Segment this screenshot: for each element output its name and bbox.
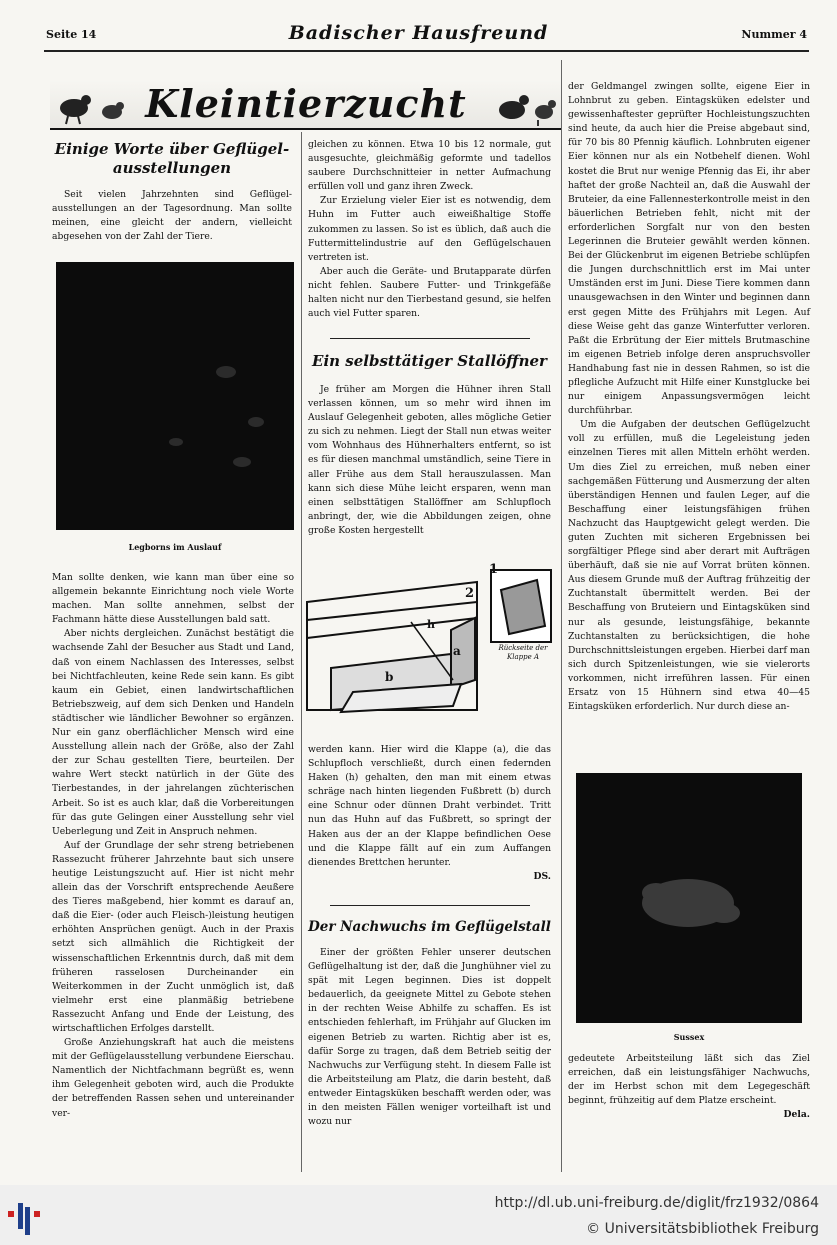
article2-headline: Ein selbsttätiger Stallöffner: [312, 352, 547, 370]
article1-paragraph-4: Auf der Grundlage der sehr streng betriebenen Rassezucht früherer Jahrzehnte baut sich unsere heutige Leistungszucht auf. Hier ist nicht mehr allein das der Vorschrift entsprechende Aeußere des Tieres maßgebend, hier kommt es darauf an, daß die Eier- (oder auch Fleisch-)leistung heutigen erhöhten Ansprüchen genügt. Auch in der Praxis setzt sich allmählich die Richtigkeit der wissenschaftlichen Erkenntnis durch, daß mit dem früheren rasselosen Durcheinander ein Weiterkommen in der Zucht unmöglich ist, daß vielmehr erst eine planmäßig betriebene Rassezucht Anfang und Ende der Leistung, des wirtschaftlichen Erfolges darstellt.: [52, 839, 294, 1034]
article3-paragraph-3: Um die Aufgaben der deutschen Geflügelzucht voll zu erfüllen, muß die Legeleistung jeden einzelnen Tieres mit allen Mitteln erhöht werden. Um dies Ziel zu erreichen, muß neben einer sachgemäßen Fütterung und Ausmerzung der alten überständigen Hennen und faulen Leger, auf die Beschaffung einer leistungsfähigen frühen Nachzucht das Hauptgewicht gelegt werden. Die guten Zuchten mit sicheren Ergebnissen bei sorgfältiger Pflege sind aber derart mit Aufträgen überhäuft, daß sie nie auf Vorrat brüten können. Aus diesem Grunde muß der Auftrag frühzeitig der Zuchtanstalt übermittelt werden. Bei der Beschaffung von Bruteiern und Eintagsküken sind nur als gesunde, leistungsfähige, bekannte Zuchtanstalten zu berücksichtigen, die hohe Durchschnittsleistungen ergeben. Hierbei darf man sich durch Spitzenleistungen, wie sie vielerorts vorkommen, nicht irreführen lassen. Für einen Ersatz von 15 Hühnern sind etwa 40—45 Eintagsküken erforderlich. Nur durch diese an-: [568, 419, 810, 713]
article3-paragraph-1: Einer der größten Fehler unserer deutschen Geflügelhaltung ist der, daß die Junghühner viel zu spät mit Legen beginnen. Dies ist doppelt bedauerlich, da geeignete Mittel zu Gebote stehen in der rechten Weise Abhilfe zu schaffen. Es ist entschieden fehlerhaft, im Frühjahr auf Glucken im eigenen Betrieb zu warten. Richtig aber ist es, dafür Sorge zu tragen, daß dem Betrieb seitig der Nachwuchs zur Verfügung steht. In diesem Falle ist die Arbeitsteilung am Platz, die darin besteht, daß entweder Eintagsküken beschafft werden oder, was in den meisten Fällen weniger vorteilhaft ist und wozu nur: [308, 947, 551, 1128]
farmyard-ornament-left: [52, 82, 132, 126]
copyright-text: © Universitätsbibliothek Freiburg: [586, 1221, 819, 1237]
figure-label-b: b: [385, 670, 394, 684]
sussex-caption: Sussex: [673, 1032, 705, 1042]
article-divider-2: [330, 905, 530, 906]
figure-label-1: 1: [489, 562, 499, 577]
section-title: Kleintierzucht: [145, 81, 467, 126]
column-rule-2: [561, 60, 562, 1172]
article3-column-3: [568, 1052, 810, 1122]
figure-inset-caption: Rückseite der Klappe A: [498, 644, 548, 661]
footer-bar: [0, 1185, 837, 1245]
source-url-link[interactable]: http://dl.ub.uni-freiburg.de/diglit/frz1932/0864: [494, 1195, 819, 1211]
article1-paragraph-6: gleichen zu können. Etwa 10 bis 12 normale, gut ausgesuchte, gleichmäßig geformte und tadellos saubere Durchschnitteier in netter Aufmachung erfüllen voll und ganz ihren Zweck.: [308, 139, 551, 193]
article1-column-bottom: [52, 571, 294, 1121]
article2-column-2: [308, 743, 551, 884]
leghorns-photo: [56, 262, 294, 530]
article3-paragraph-2: der Geldmangel zwingen sollte, eigene Eier in Lohnbrut zu geben. Eintagsküken edelster und gewissenhaftester geprüfter Hochleistungszuchten sind heute, da auch hier die Preise abgebaut sind, für 70 bis 80 Pfennig käuflich. Lohnbruten eigener Eier können nur als ein Notbehelf dienen. Wohl kostet die Brut nur wenige Pfennig das Ei, ihr aber haftet der große Nachteil an, daß die Auswahl der Bruteier, da eine Fallennesterkontrolle meist in den bäuerlichen Betrieben fehlt, nicht mit der erforderlichen Sorgfalt nur von den besten Legerinnen die Bruteier gewählt werden können. Bei der Glückenbrut im eigenen Betriebe schlüpfen die Jungen durchschnittlich erst im Mai unter Umständen erst im Juni. Diese Tiere kommen dann unausgewachsen in den Winter und beginnen dann erst gegen Mitte des Frühjahrs mit Legen. Auf diese Weise geht das ganze Winterfutter verloren. Paßt die Erbrütung der Eier mittels Brutmaschine im eigenen Betrieb infolge deren anspruchsvoller Handhabung fast nie in dessen Rahmen, so ist die pflegliche Aufzucht mit Hilfe einer Kunstglucke bei nur einigem Anpassungsvermögen leicht durchführbar.: [568, 81, 810, 417]
figure-label-h: h: [427, 618, 435, 631]
article3-author: Dela.: [783, 1109, 810, 1121]
page-label: Seite 14: [46, 28, 97, 41]
article1-paragraph-8: Aber auch die Geräte- und Brutapparate dürfen nicht fehlen. Saubere Futter- und Trinkgefäße halten nicht nur den Tierbestand gesund, sie helfen auch viel Futter sparen.: [308, 265, 551, 320]
masthead: Badischer Hausfreund: [288, 22, 549, 44]
sussex-photo: [576, 773, 802, 1023]
article1-paragraph-3: Aber nichts dergleichen. Zunächst bestätigt die wachsende Zahl der Besucher aus Stadt und Land, daß von einem Nachlassen des Interesses, selbst bei Nichtfachleuten, keine Rede sein kann. Es gibt kaum ein Gebiet, einen landwirtschaftlichen Betriebszweig, auf dem sich Denken und Handeln städtischer wie ländlicher Bewohner so ergänzen. Nur ein ganz oberflächlicher Mensch wird eine Ausstellung allein nach der Größe, also der Zahl der zur Schau gestellten Tiere, beurteilen. Der wahre Wert steckt natürlich in der Güte des Tierbestandes, in der jahrelangen züchterischen Arbeit. So ist es auch klar, daß die Vorbereitungen für das gute Gelingen einer Ausstellung sehr viel Ueberlegung und Zeit in Anspruch nehmen.: [52, 628, 294, 837]
article1-paragraph-1: Seit vielen Jahrzehnten sind Geflügel-ausstellungen an der Tagesordnung. Man sollte meinen, eine gleicht der andern, vielleicht abgesehen von der Zahl der Tiere.: [52, 189, 292, 243]
article1-paragraph-5: Große Anziehungskraft hat auch die meistens mit der Geflügelausstellung verbundene Eierschau. Namentlich der Nichtfachmann begrüßt es, wenn ihm Gelegenheit geboten wird, auch die Produkte der betreffenden Rassen sehen und untereinander ver-: [52, 1037, 294, 1119]
issue-label: Nummer 4: [741, 28, 807, 41]
article2-column: [308, 352, 551, 538]
article3-paragraph-4: gedeutete Arbeitsteilung läßt sich das Ziel erreichen, daß ein leistungsfähiger Nachwuchs, der im Herbst schon mit dem Legegeschäft beginnt, frühzeitig auf dem Platze erscheint.: [568, 1053, 810, 1107]
article1-column-top: [52, 140, 292, 244]
article2-paragraph-1: Je früher am Morgen die Hühner ihren Stall verlassen können, um so mehr wird ihnen im Auslauf Gelegenheit geboten, alles mögliche Getier zu sich zu nehmen. Liegt der Stall nun etwas weiter vom Wohnhaus des Hühnerhalters entfernt, so ist es für diesen manchmal umständlich, seine Tiere in aller Frühe aus dem Stall herauszulassen. Man kann sich diese Mühe leicht ersparen, wenn man einen selbsttätigen Stallöffner am Schlupfloch anbringt, der, wie die Abbildungen zeigen, ohne große Kosten hergestellt: [308, 384, 551, 536]
article1-continuation: [308, 138, 551, 321]
article1-headline: Einige Worte über Geflügel-ausstellungen: [54, 140, 290, 177]
farmyard-ornament-right: [482, 82, 560, 126]
article1-paragraph-7: Zur Erzielung vieler Eier ist es notwendig, dem Huhn im Futter auch eiweißhaltige Stoffe zukommen zu lassen. So ist es üblich, daß auch die Futtermittelindustrie auf den Geflügelschauen vertreten ist.: [308, 195, 551, 263]
article3-column-2: [568, 80, 810, 714]
leghorns-caption: Legborns im Auslauf: [128, 542, 222, 552]
figure-label-a: a: [453, 644, 461, 658]
article2-author: DS.: [533, 870, 551, 882]
figure-label-2: 2: [465, 586, 475, 601]
header-rule: [44, 50, 809, 52]
section-banner: [50, 80, 562, 130]
article-divider-1: [330, 338, 530, 339]
article3-column-1: [308, 918, 551, 1129]
library-logo-icon: [4, 1193, 48, 1237]
article2-paragraph-2: werden kann. Hier wird die Klappe (a), die das Schlupfloch verschließt, durch einen federnden Haken (h) gehalten, den man mit einem etwas schräge nach hinten liegenden Fußbrett (b) durch eine Schnur oder dünnen Draht verbindet. Tritt nun das Huhn auf das Fußbrett, so springt der Haken aus der an der Klappe befindlichen Oese und die Klappe fällt auf ein zum Auffangen dienendes Brettchen herunter.: [308, 744, 551, 868]
coop-door-figure: [301, 560, 559, 736]
article1-paragraph-2: Man sollte denken, wie kann man über eine so allgemein bekannte Einrichtung noch viele Worte machen. Man sollte annehmen, selbst der Fachmann hätte diese Ausstellungen bald satt.: [52, 572, 294, 626]
article3-headline: Der Nachwuchs im Geflügelstall: [308, 919, 551, 935]
